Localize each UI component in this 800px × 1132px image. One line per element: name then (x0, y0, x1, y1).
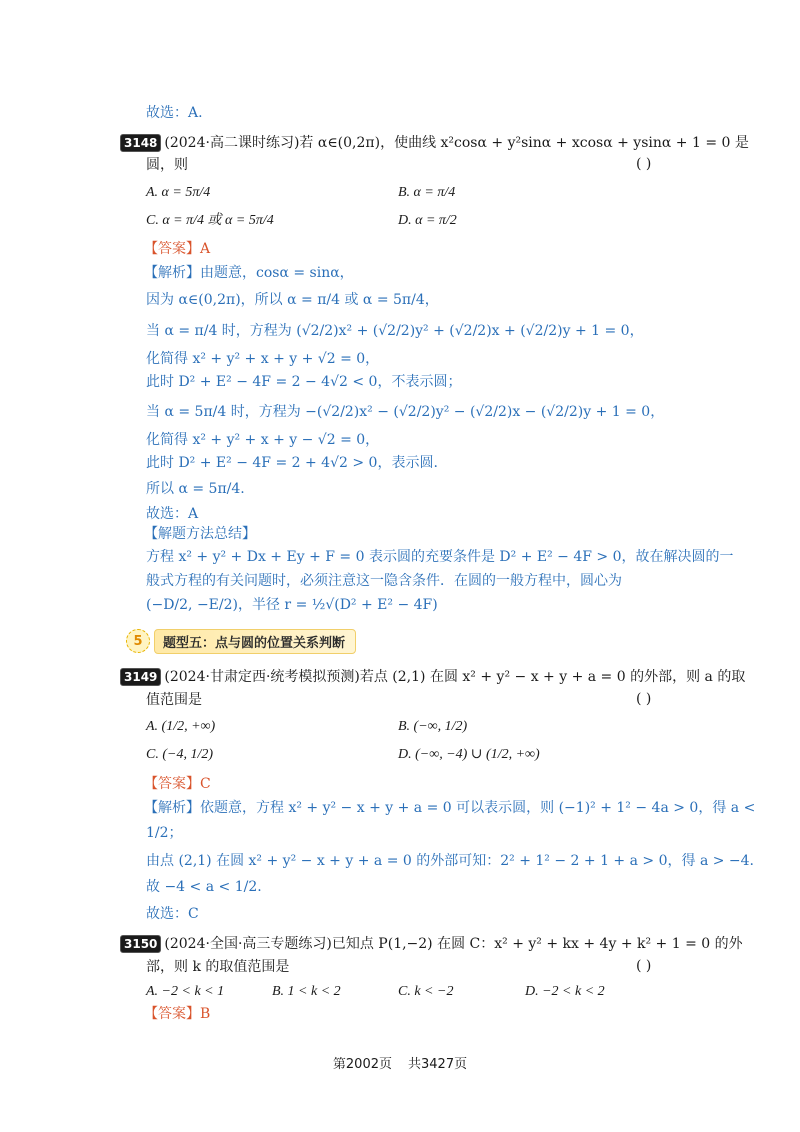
analysis-line: 化简得 x² + y² + x + y − √2 = 0， (146, 432, 380, 448)
section-header (126, 630, 356, 652)
option-d: D. α = π/2 (398, 213, 457, 228)
analysis-line: 故 −4 < a < 1/2. (146, 879, 262, 895)
option-b: B. 1 < k < 2 (272, 984, 341, 999)
question-stem-line1: (2024·甘肃定西·统考模拟预测)若点 (2,1) 在圆 x² + y² − x + y + a = 0 的外部，则 a 的取 (164, 669, 746, 685)
answer-parentheses: ( ) (636, 958, 652, 974)
option-a: A. α = 5π/4 (146, 185, 211, 200)
total-pages: 共3427页 (408, 1057, 468, 1072)
answer-parentheses: ( ) (636, 691, 652, 707)
conclusion: 故选：A (146, 506, 199, 522)
question-stem-line2: 圆，则 (146, 157, 188, 173)
question-stem-line1: (2024·高二课时练习)若 α∈(0,2π)，使曲线 x²cosα + y²sinα + xcosα + ysinα + 1 = 0 是 (164, 135, 749, 151)
option-a: A. −2 < k < 1 (146, 984, 225, 999)
question-number-badge: 3148 (120, 134, 161, 152)
answer-parentheses: ( ) (636, 156, 652, 172)
option-c: C. (−4, 1/2) (146, 747, 213, 762)
prev-conclusion: 故选：A. (146, 105, 203, 121)
analysis-line: 【解析】依题意，方程 x² + y² − x + y + a = 0 可以表示圆，则 (−1)² + 1² − 4a > 0，得 a < (144, 800, 756, 816)
analysis-line: 【解析】由题意，cosα = sinα， (144, 265, 354, 281)
option-b: B. (−∞, 1/2) (398, 719, 468, 734)
analysis-line: 1/2； (146, 825, 183, 841)
question-stem-line2: 值范围是 (146, 692, 202, 708)
method-summary-line: 方程 x² + y² + Dx + Ey + F = 0 表示圆的充要条件是 D² + E² − 4F > 0，故在解决圆的一 (146, 549, 734, 565)
analysis-line: 此时 D² + E² − 4F = 2 + 4√2 > 0，表示圆. (146, 455, 438, 471)
option-d: D. (−∞, −4) ∪ (1/2, +∞) (398, 747, 540, 762)
option-c: C. α = π/4 或 α = 5π/4 (146, 213, 274, 228)
analysis-line: 当 α = 5π/4 时，方程为 −(√2/2)x² − (√2/2)y² − (√2/2)x − (√2/2)y + 1 = 0， (146, 404, 665, 420)
analysis-line: 化简得 x² + y² + x + y + √2 = 0， (146, 351, 380, 367)
method-summary-line: (−D/2, −E/2)，半径 r = ½√(D² + E² − 4F) (146, 597, 438, 613)
analysis-line: 由点 (2,1) 在圆 x² + y² − x + y + a = 0 的外部可知：2² + 1² − 2 + 1 + a > 0，得 a > −4. (146, 853, 755, 869)
option-b: B. α = π/4 (398, 185, 456, 200)
question-3149-stem (120, 668, 745, 686)
analysis-line: 因为 α∈(0,2π)，所以 α = π/4 或 α = 5π/4， (146, 292, 439, 308)
analysis-line: 所以 α = 5π/4. (146, 481, 245, 497)
option-a: A. (1/2, +∞) (146, 719, 216, 734)
conclusion: 故选：C (146, 906, 199, 922)
page-footer (0, 1053, 800, 1072)
question-number-badge: 3149 (120, 668, 161, 686)
question-3148-stem (120, 134, 749, 152)
answer-tag: 【答案】A (144, 241, 211, 257)
page-number: 第2002页 (332, 1057, 392, 1072)
question-3150-stem (120, 935, 743, 953)
question-number-badge: 3150 (120, 935, 161, 953)
option-c: C. k < −2 (398, 984, 454, 999)
method-summary-title: 【解题方法总结】 (144, 526, 256, 542)
method-summary-line: 般式方程的有关问题时，必须注意这一隐含条件．在圆的一般方程中，圆心为 (146, 573, 622, 589)
section-title: 题型五：点与圆的位置关系判断 (154, 629, 356, 654)
answer-tag: 【答案】B (144, 1006, 211, 1022)
option-d: D. −2 < k < 2 (525, 984, 605, 999)
question-stem-line1: (2024·全国·高三专题练习)已知点 P(1,−2) 在圆 C：x² + y² + kx + 4y + k² + 1 = 0 的外 (164, 936, 743, 952)
analysis-line: 当 α = π/4 时，方程为 (√2/2)x² + (√2/2)y² + (√2/2)x + (√2/2)y + 1 = 0， (146, 323, 644, 339)
section-number-badge: 5 (126, 629, 150, 653)
question-stem-line2: 部，则 k 的取值范围是 (146, 959, 290, 975)
answer-tag: 【答案】C (144, 776, 211, 792)
analysis-line: 此时 D² + E² − 4F = 2 − 4√2 < 0，不表示圆； (146, 374, 462, 390)
